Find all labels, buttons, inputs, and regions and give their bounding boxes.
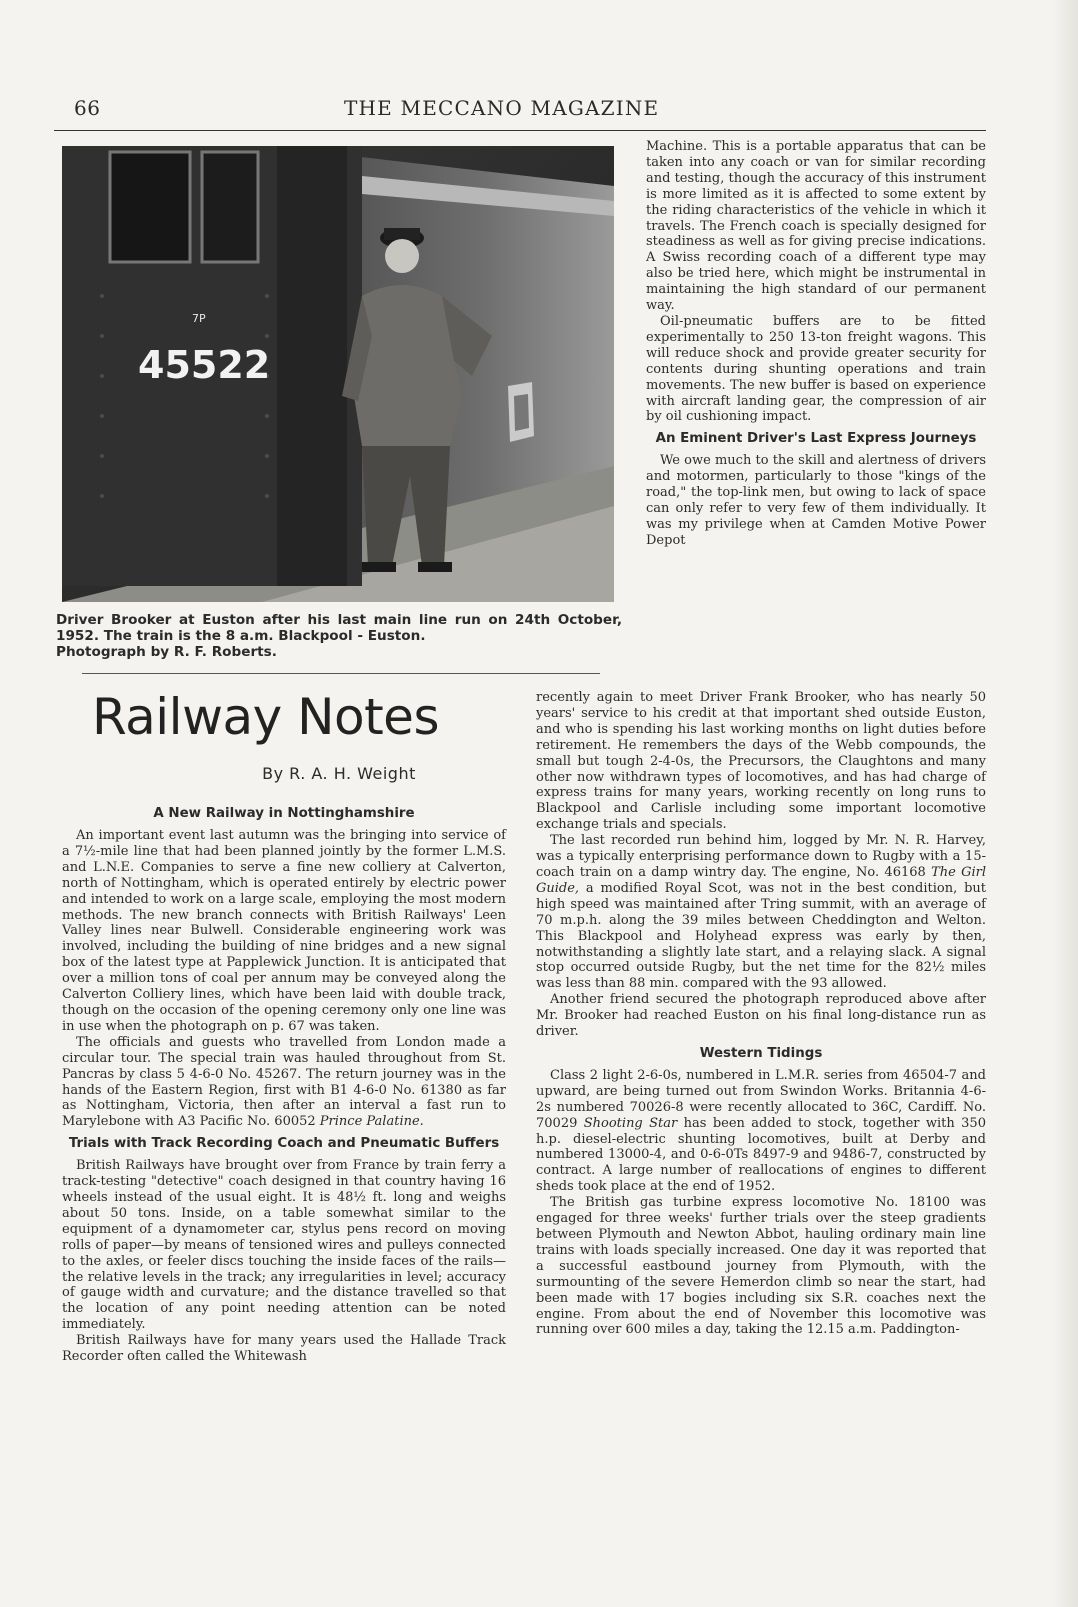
section-heading-driver: An Eminent Driver's Last Express Journeys	[655, 431, 977, 447]
paragraph: British Railways have brought over from France by train ferry a track-testing "detective" coach designed in that country having 16 wheels instead of the usual eight. It is 48½ ft. long and weighs about 50 tons. Inside, on a table somewhat similar to the equipment of a dynamometer car, stylus pens record on moving rolls of paper—by means of tensioned wires and pulleys connected to the axles, or feeler discs touching the inside faces of the rails—the relative levels in the track; any irregularities in level; accuracy of gauge width and curvature; and the distance travelled so that the location of any point needing attention can be noted immediately.	[62, 1158, 506, 1333]
page-edge-shadow	[1052, 0, 1078, 1607]
locomotive-name: Shooting Star	[583, 1115, 678, 1131]
paragraph: We owe much to the skill and alertness of drivers and motormen, particularly to those "kings of the road," the top-link men, but owing to lack of space can only refer to very few of them individually. It was my privilege when at Camden Motive Power Depot	[646, 453, 986, 548]
paragraph: Oil-pneumatic buffers are to be fitted experimentally to 250 13-ton freight wagons. This will reduce shock and provide greater security for contents during shunting operations and train movements. The new buffer is based on experience with aircraft landing gear, the compression of air by oil cushioning impact.	[646, 313, 986, 425]
paragraph-text: The last recorded run behind him, logged by Mr. N. R. Harvey, was a typically enterprising performance down to Rugby with a 15-coach train on a damp wintry day. The engine, No. 46168	[536, 833, 986, 880]
paragraph-text: The officials and guests who travelled from London made a circular tour. The special train was hauled throughout from St. Pancras by class 5 4-6-0 No. 45267. The return journey was in the hands of the Eastern Region, first with B1 4-6-0 No. 61380 as far as Nottingham, Victoria, then after an interval a fast run to Marylebone with A3 Pacific No. 60052	[62, 1034, 506, 1130]
right-column-top	[646, 139, 986, 549]
locomotive-number: 45522	[138, 343, 271, 387]
class-marking: 7P	[192, 312, 206, 325]
paragraph: An important event last autumn was the bringing into service of a 7½-mile line that had been planned jointly by the former L.M.S. and L.N.E. Companies to serve a fine new colliery at Calverton, north of Nottingham, which is operated entirely by electric power and intended to work on a large scale, employing the most modern methods. The new branch connects with British Railways' Leen Valley lines near Bulwell. Considerable engineering work was involved, including the building of nine bridges and a new signal box of the latest type at Papplewick Junction. It is anticipated that over a million tons of coal per annum may be conveyed along the Calverton Colliery lines, which have been laid with double track, though on the occasion of the opening ceremony only one line was in use when the photograph on p. 67 was taken.	[62, 828, 506, 1034]
magazine-title: THE MECCANO MAGAZINE	[344, 96, 660, 120]
section-heading-western: Western Tidings	[699, 1045, 823, 1061]
section-heading-trials: Trials with Track Recording Coach and Pneumatic Buffers	[68, 1136, 500, 1152]
paragraph	[62, 1035, 506, 1130]
caption-rule	[82, 673, 600, 674]
paragraph: Another friend secured the photograph reproduced above after Mr. Brooker had reached Euston on his final long-distance run as driver.	[536, 992, 986, 1040]
paragraph-text: has been added to stock, together with 350 h.p. diesel-electric shunting locomotives, built at Derby and numbered 13000-4, and 0-6-0Ts 8497-9 and 9486-7, constructed by contract. A large number of reallocations of engines to different sheds took place at the end of 1952.	[536, 1115, 986, 1195]
article-title: Railway Notes	[92, 688, 439, 746]
photo-illustration	[62, 146, 614, 602]
caption-credit: Photograph by R. F. Roberts.	[56, 644, 277, 660]
paragraph	[536, 1068, 986, 1195]
paragraph: recently again to meet Driver Frank Brooker, who has nearly 50 years' service to his credit at that important shed outside Euston, and who is spending his last working months on light duties before retirement. He remembers the days of the Webb compounds, the small but tough 2-4-0s, the Precursors, the Claughtons and many other now withdrawn types of locomotives, and has had charge of express trains for many years, working recently on long runs to Blackpool and Carlisle including some important locomotive exchange trials and specials.	[536, 690, 986, 833]
locomotive-photo	[62, 146, 614, 602]
paragraph: The British gas turbine express locomotive No. 18100 was engaged for three weeks' further trials over the steep gradients between Plymouth and Newton Abbot, hauling ordinary main line trains with loads specially increased. One day it was reported that a successful eastbound journey from Plymouth, with the surmounting of the severe Hemerdon climb so near the start, had been made with 17 bogies including six S.R. coaches next the engine. From about the end of November this locomotive was running over 600 miles a day, taking the 12.15 a.m. Paddington-	[536, 1195, 986, 1338]
paragraph: British Railways have for many years used the Hallade Track Recorder often called the Whitewash	[62, 1333, 506, 1365]
page-header	[54, 96, 988, 124]
photo-caption	[56, 612, 622, 660]
page-number: 66	[74, 96, 101, 120]
header-rule	[54, 130, 986, 131]
paragraph: Machine. This is a portable apparatus that can be taken into any coach or van for similar recording and testing, though the accuracy of this instrument is more limited as it is affected to some extent by the riding characteristics of the vehicle in which it travels. The French coach is specially designed for steadiness as well as for giving precise indications. A Swiss recording coach of a different type may also be tried here, which might be instrumental in maintaining the high standard of our permanent way.	[646, 139, 986, 314]
paragraph	[536, 833, 986, 992]
locomotive-name: The Girl Guide,	[536, 864, 986, 896]
right-column-bottom	[536, 690, 986, 1338]
paragraph-text: Class 2 light 2-6-0s, numbered in L.M.R. series from 46504-7 and upward, are being turned out from Swindon Works. Britannia 4-6-2s numbered 70026-8 were recently allocated to 36C, Cardiff. No. 70029	[536, 1067, 986, 1131]
locomotive-name: Prince Palatine.	[319, 1114, 424, 1130]
article-byline: By R. A. H. Weight	[262, 764, 416, 783]
caption-text: Driver Brooker at Euston after his last main line run on 24th October, 1952. The train is the 8 a.m. Blackpool - Euston.	[56, 612, 622, 644]
section-heading-nottinghamshire: A New Railway in Nottinghamshire	[153, 806, 415, 821]
left-column	[62, 800, 506, 1365]
paragraph-text: a modified Royal Scot, was not in the best condition, but high speed was maintained after Tring summit, with an average of 70 m.p.h. along the 39 miles between Cheddington and Welton. This Blackpool and Holyhead express was early by then, notwithstanding a slightly late start, and a relaying slack. A signal stop occurred outside Rugby, but the net time for the 82½ miles was less than 88 min. compared with the 93 allowed.	[536, 880, 986, 992]
